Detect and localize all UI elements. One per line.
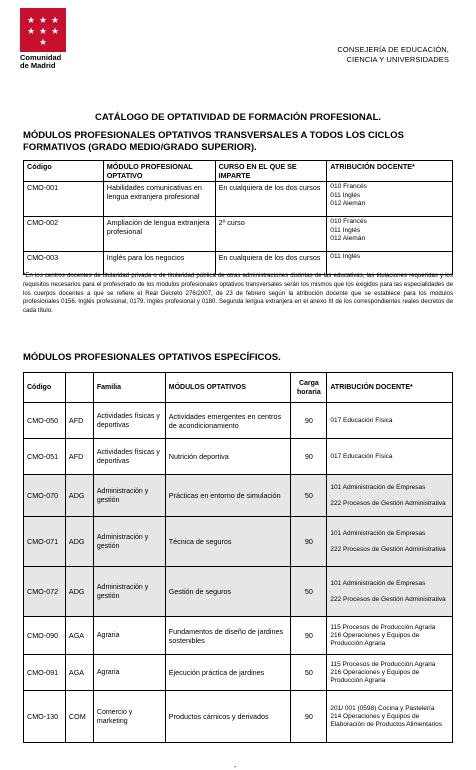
course-cell: En cualquiera de los dos cursos <box>215 252 327 275</box>
attribution-cell: 115 Procesos de Producción Agraria 216 Operaciones y Equipos de Producción Agraria <box>327 617 453 655</box>
attribution-cell: 010 Francés 011 Inglés 012 Alemán <box>327 217 453 252</box>
code-cell: CMO-090 <box>24 617 66 655</box>
family-abbr-cell: ADG <box>65 475 93 517</box>
module-cell: Ejecución práctica de jardines <box>165 655 291 691</box>
table-row <box>24 517 453 567</box>
table-row <box>24 567 453 617</box>
code-cell: CMO-130 <box>24 691 66 743</box>
hours-cell: 90 <box>291 403 327 439</box>
department-name <box>337 45 449 65</box>
specific-modules-table <box>23 372 453 743</box>
hours-cell: 90 <box>291 439 327 475</box>
header-cell: MÓDULO PROFESIONAL OPTATIVO <box>103 161 215 182</box>
family-abbr-cell: AFD <box>65 403 93 439</box>
attribution-cell: 017 Educación Física <box>327 439 453 475</box>
header-cell: MÓDULOS OPTATIVOS <box>165 373 291 403</box>
attribution-cell: 101 Administración de Empresas 222 Procesos de Gestión Administrativa <box>327 475 453 517</box>
module-cell: Gestión de seguros <box>165 567 291 617</box>
code-cell: CMO-091 <box>24 655 66 691</box>
header-cell: Familia <box>93 373 165 403</box>
attribution-cell: 017 Educación Física <box>327 403 453 439</box>
attribution-cell: 011 Inglés <box>327 252 453 275</box>
table-row <box>24 475 453 517</box>
family-abbr-cell: ADG <box>65 517 93 567</box>
family-abbr-cell: AGA <box>65 617 93 655</box>
comunidad-madrid-logo <box>20 8 70 70</box>
family-abbr-cell: AFD <box>65 439 93 475</box>
header-cell: CURSO EN EL QUE SE IMPARTE <box>215 161 327 182</box>
module-cell: Actividades emergentes en centros de acondicionamiento <box>165 403 291 439</box>
family-cell: Agraria <box>93 655 165 691</box>
family-abbr-cell: ADG <box>65 567 93 617</box>
family-abbr-cell: AGA <box>65 655 93 691</box>
module-cell: Ampliación de lengua extranjera profesional <box>103 217 215 252</box>
dept-line2: CIENCIA Y UNIVERSIDADES <box>346 55 449 64</box>
header-cell: ATRIBUCIÓN DOCENTE* <box>327 373 453 403</box>
table-row <box>24 691 453 743</box>
logo-line2: de Madrid <box>20 61 56 70</box>
catalog-title: CATÁLOGO DE OPTATIVIDAD DE FORMACIÓN PROFESIONAL. <box>94 112 382 123</box>
course-cell: En cualquiera de los dos cursos <box>215 182 327 217</box>
header-cell: ATRIBUCIÓN DOCENTE* <box>327 161 453 182</box>
family-cell: Comercio y marketing <box>93 691 165 743</box>
family-cell: Administración y gestión <box>93 475 165 517</box>
header-cell: Código <box>24 161 104 182</box>
family-abbr-cell: COM <box>65 691 93 743</box>
family-cell: Actividades físicas y deportivas <box>93 439 165 475</box>
dept-line1: CONSEJERÍA DE EDUCACIÓN, <box>337 45 449 54</box>
table-header-row <box>24 373 453 403</box>
code-cell: CMO-002 <box>24 217 104 252</box>
header-cell: Código <box>24 373 66 403</box>
attribution-cell: 101 Administración de Empresas 222 Procesos de Gestión Administrativa <box>327 567 453 617</box>
table-row <box>24 182 453 217</box>
module-cell: Técnica de seguros <box>165 517 291 567</box>
module-cell: Nutrición deportiva <box>165 439 291 475</box>
module-cell: Inglés para los negocios <box>103 252 215 275</box>
code-cell: CMO-070 <box>24 475 66 517</box>
family-cell: Agraria <box>93 617 165 655</box>
module-cell: Habilidades comunicativas en lengua extranjera profesional <box>103 182 215 217</box>
star-flag-icon: ★ ★ ★ ★ ★ ★ ★ <box>20 8 66 52</box>
table-row <box>24 403 453 439</box>
header-cell: Carga horaria <box>291 373 327 403</box>
header-cell <box>65 373 93 403</box>
table-header-row <box>24 161 453 182</box>
family-cell: Administración y gestión <box>93 567 165 617</box>
attribution-cell: 010 Francés 011 Inglés 012 Alemán <box>327 182 453 217</box>
hours-cell: 90 <box>291 691 327 743</box>
code-cell: CMO-050 <box>24 403 66 439</box>
section1-title: MÓDULOS PROFESIONALES OPTATIVOS TRANSVERSALES A TODOS LOS CICLOS FORMATIVOS (GRADO MEDIO/GRADO SUPERIOR). <box>23 130 404 153</box>
hours-cell: 50 <box>291 475 327 517</box>
hours-cell: 90 <box>291 617 327 655</box>
hours-cell: 50 <box>291 567 327 617</box>
attribution-cell: 115 Procesos de Producción Agraria 216 Operaciones y Equipos de Producción Agraria <box>327 655 453 691</box>
table-row <box>24 617 453 655</box>
table-row <box>24 439 453 475</box>
course-cell: 2º curso <box>215 217 327 252</box>
code-cell: CMO-001 <box>24 182 104 217</box>
section2-title: MÓDULOS PROFESIONALES OPTATIVOS ESPECÍFICOS. <box>23 352 281 363</box>
table-row <box>24 217 453 252</box>
logo-line1: Comunidad <box>20 53 62 62</box>
page-footer-mark: - <box>234 764 237 770</box>
family-cell: Administración y gestión <box>93 517 165 567</box>
code-cell: CMO-071 <box>24 517 66 567</box>
code-cell: CMO-003 <box>24 252 104 275</box>
attribution-cell: 201/ 001 (0598) Cocina y Pastelería 214 Operaciones y Equipos de Elaboración de Productos Alimentarios <box>327 691 453 743</box>
code-cell: CMO-072 <box>24 567 66 617</box>
module-cell: Fundamentos de diseño de jardines sostenibles <box>165 617 291 655</box>
table-row <box>24 655 453 691</box>
transversal-modules-table <box>23 160 453 275</box>
module-cell: Prácticas en entorno de simulación <box>165 475 291 517</box>
family-cell: Actividades físicas y deportivas <box>93 403 165 439</box>
code-cell: CMO-051 <box>24 439 66 475</box>
hours-cell: 50 <box>291 655 327 691</box>
module-cell: Productos cárnicos y derivados <box>165 691 291 743</box>
footnote: *En los centros docentes de titularidad privada o de titularidad pública de otras administraciones distintas de las educativas, las titulaciones requeridas y los requisitos necesarios para el profesorado de los módulos profesionales optativos transversales serán los mismos que los exigidos para las especialidades de los cuerpos docentes a que se refiere el Real Decreto 276/2007, de 23 de febrero según la atribución docente que se establece para los módulos profesionales 0156. Inglés profesional, 0179. Inglés profesional y 0180. Segunda lengua extranjera en el anexo III de los correspondientes reales decretos de cada título. <box>23 272 453 315</box>
attribution-cell: 101 Administración de Empresas 222 Procesos de Gestión Administrativa <box>327 517 453 567</box>
hours-cell: 90 <box>291 517 327 567</box>
